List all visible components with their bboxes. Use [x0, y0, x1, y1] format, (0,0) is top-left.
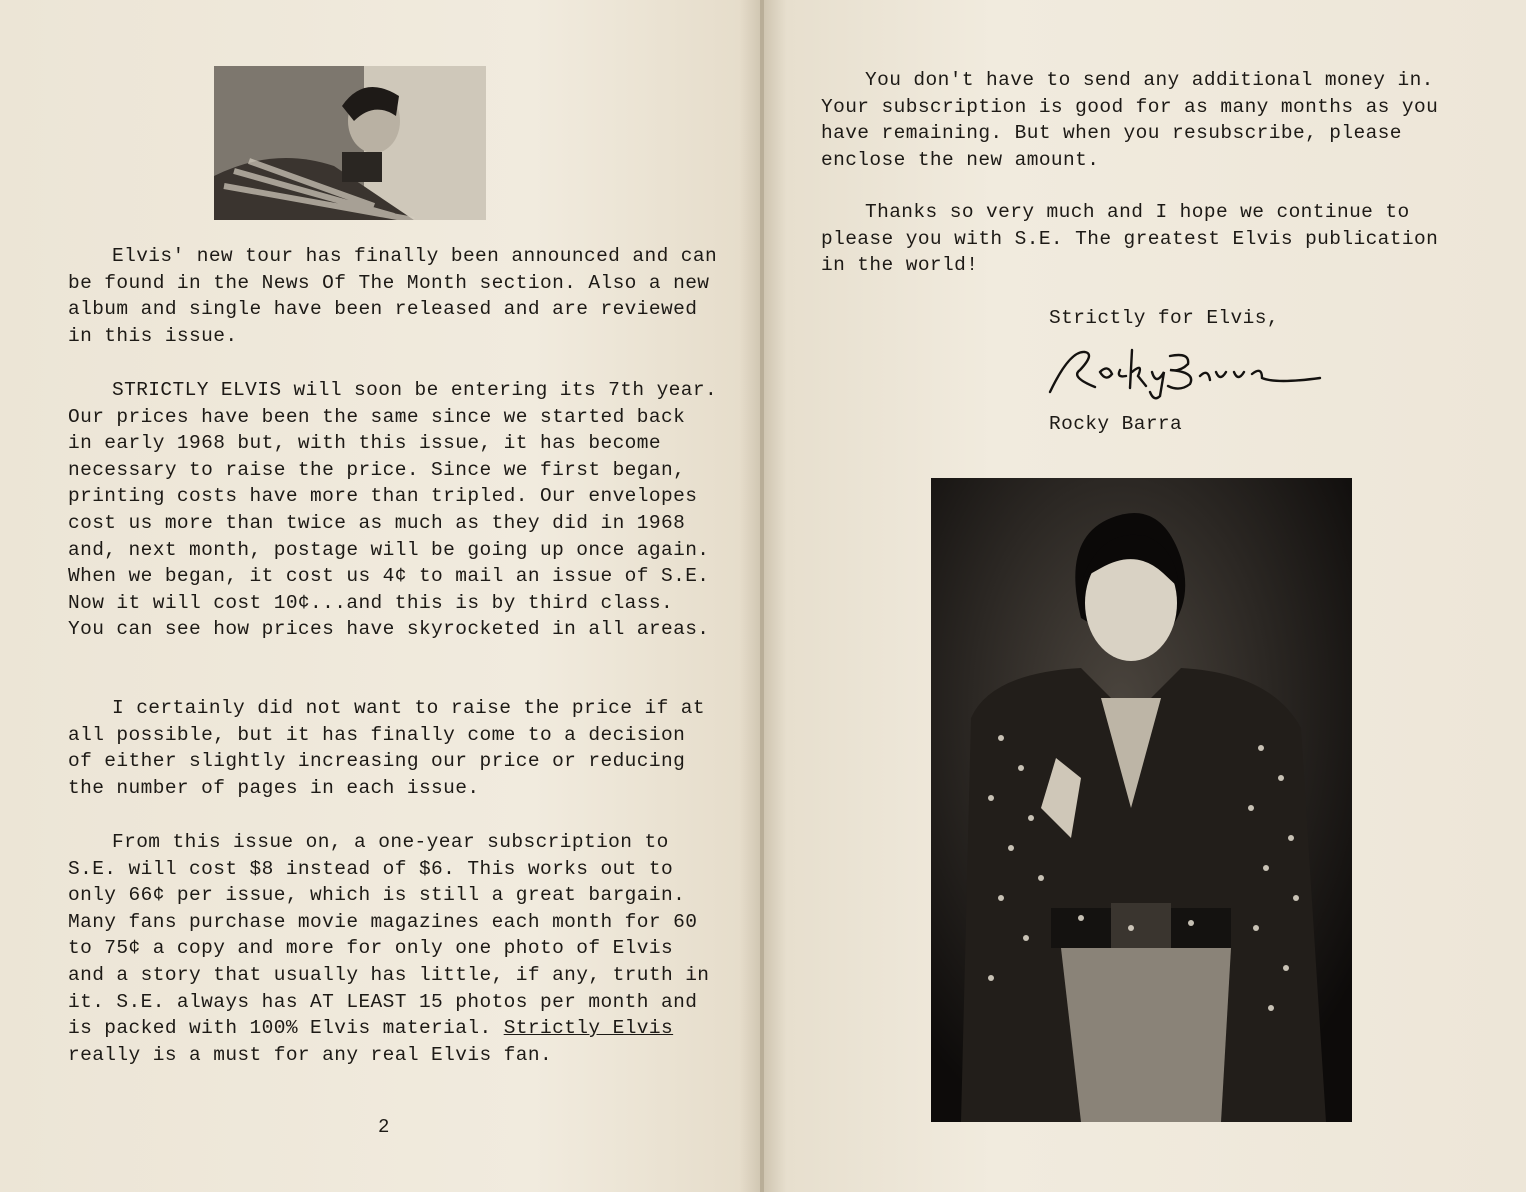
left-text [68, 243, 718, 349]
elvis-reclining-photo [214, 66, 486, 220]
elvis-performing-photo-image [931, 478, 1352, 1122]
page-number: 2 [378, 1116, 390, 1138]
subscription-price-text: From this issue on, a one-year subscription to S.E. will cost $8 instead of $6. This works out to only 66¢ per issue, which is still a great bargain. Many fans purchase movie magazines each month for 60 to 75¢ a copy and more for only one photo of Elvis and a story that usually has little, if any, truth in it. S.E. always has AT LEAST 15 photos per month and is packed with 100% Elvis material. [68, 831, 710, 1040]
subscription-price-paragraph [68, 829, 718, 1068]
signature-image [1040, 342, 1330, 400]
signature [1040, 342, 1330, 400]
strictly-elvis-underlined: Strictly Elvis [503, 1017, 674, 1040]
price-decision-paragraph: I certainly did not want to raise the price if at all possible, but it has finally come to a decision of either slightly increasing our price or reducing the number of pages in each issue. [68, 697, 705, 799]
elvis-performing-photo [931, 478, 1352, 1122]
signer-name: Rocky Barra [1049, 413, 1183, 435]
must-have-text: really is a must for any real Elvis fan. [68, 1043, 553, 1066]
tour-announcement-paragraph: Elvis' new tour has finally been announced and can be found in the News Of The Month section. Also a new album and single have been released and are reviewed in this issue. [68, 245, 718, 347]
left-page [0, 0, 762, 1192]
subscription-note-paragraph: You don't have to send any additional money in. Your subscription is good for as many months as you have remaining. But when you resubscribe, please enclose the new amount. [821, 69, 1439, 171]
right-text [821, 67, 1461, 173]
closing-line: Strictly for Elvis, [1049, 307, 1279, 329]
price-history-paragraph: STRICTLY ELVIS will soon be entering its 7th year. Our prices have been the same since we started back in early 1968 but, with this issue, it has become necessary to raise the price. Since we first began, printing costs have more than tripled. Our envelopes cost us more than twice as much as they did in 1968 and, next month, postage will be going up once again. When we began, it cost us 4¢ to mail an issue of S.E. Now it will cost 10¢...and this is by third class. You can see how prices have skyrocketed in all areas. [68, 379, 718, 641]
elvis-reclining-photo-image [214, 66, 486, 220]
thanks-paragraph: Thanks so very much and I hope we continue to please you with S.E. The greatest Elvis publication in the world! [821, 201, 1439, 277]
